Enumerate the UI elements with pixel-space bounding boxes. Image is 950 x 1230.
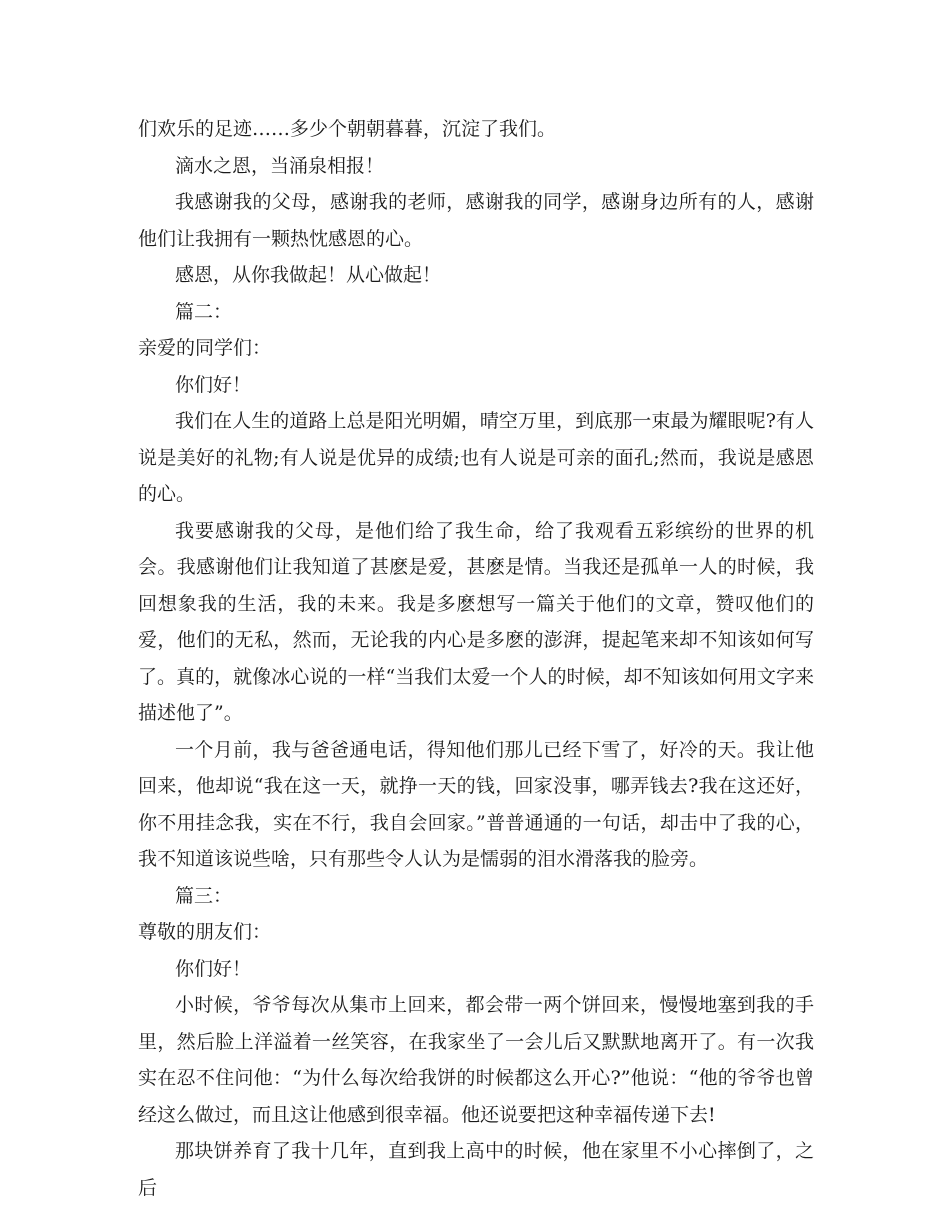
paragraph-2: 滴水之恩，当涌泉相报！ — [175, 154, 385, 177]
paragraph-3: 我感谢我的父母，感谢我的老师，感谢我的同学，感谢身边所有的人，感谢他们让我拥有一颗热忱感恩的心。 — [138, 191, 814, 250]
paragraph-1: 们欢乐的足迹……多少个朝朝暮暮，沉淀了我们。 — [138, 118, 557, 140]
paragraph-4: 感恩，从你我做起！从心做起！ — [175, 264, 442, 286]
paragraph-8: 小时候，爷爷每次从集市上回来，都会带一两个饼回来，慢慢地塞到我的手里，然后脸上洋溢着一丝笑容，在我家坐了一会儿后又默默地离开了。有一次我实在忍不住问他：“为什么每次给我饼的时候都这么开心?”他说：“他的爷爷也曾经这么做过，而且这让他感到很幸福。他还说要把这种幸福传递下去! — [138, 994, 814, 1126]
salutation-2: 亲爱的同学们： — [138, 337, 272, 359]
paragraph-5: 我们在人生的道路上总是阳光明媚，晴空万里，到底那一束最为耀眼呢?有人说是美好的礼物;有人说是优异的成绩;也有人说是可亲的面孔;然而，我说是感恩的心。 — [138, 410, 814, 505]
paragraph-6: 我要感谢我的父母，是他们给了我生命，给了我观看五彩缤纷的世界的机会。我感谢他们让我知道了甚麽是爱，甚麽是情。当我还是孤单一人的时候，我回想象我的生活，我的未来。我是多麽想写一篇关于他们的文章，赞叹他们的爱，他们的无私，然而，无论我的内心是多麽的澎湃，提起笔来却不知该如何写了。真的，就像冰心说的一样“当我们太爱一个人的时候，却不知该如何用文字来描述他了”。 — [138, 519, 814, 724]
section-heading-3: 篇三： — [175, 884, 233, 907]
salutation-3: 尊敬的朋友们： — [138, 921, 272, 943]
greeting-3: 你们好！ — [175, 957, 252, 980]
greeting-2: 你们好！ — [175, 373, 252, 396]
document-body — [138, 111, 814, 1206]
section-heading-2: 篇二： — [175, 300, 233, 323]
paragraph-9: 那块饼养育了我十几年，直到我上高中的时候，他在家里不小心摔倒了，之后 — [138, 1140, 814, 1199]
paragraph-7: 一个月前，我与爸爸通电话，得知他们那儿已经下雪了，好冷的天。我让他回来，他却说“我在这一天，就挣一天的钱，回家没事，哪弄钱去?我在这还好，你不用挂念我，实在不行，我自会回家。”普普通通的一句话，却击中了我的心，我不知道该说些啥，只有那些令人认为是懦弱的泪水滑落我的脸旁。 — [138, 738, 814, 870]
